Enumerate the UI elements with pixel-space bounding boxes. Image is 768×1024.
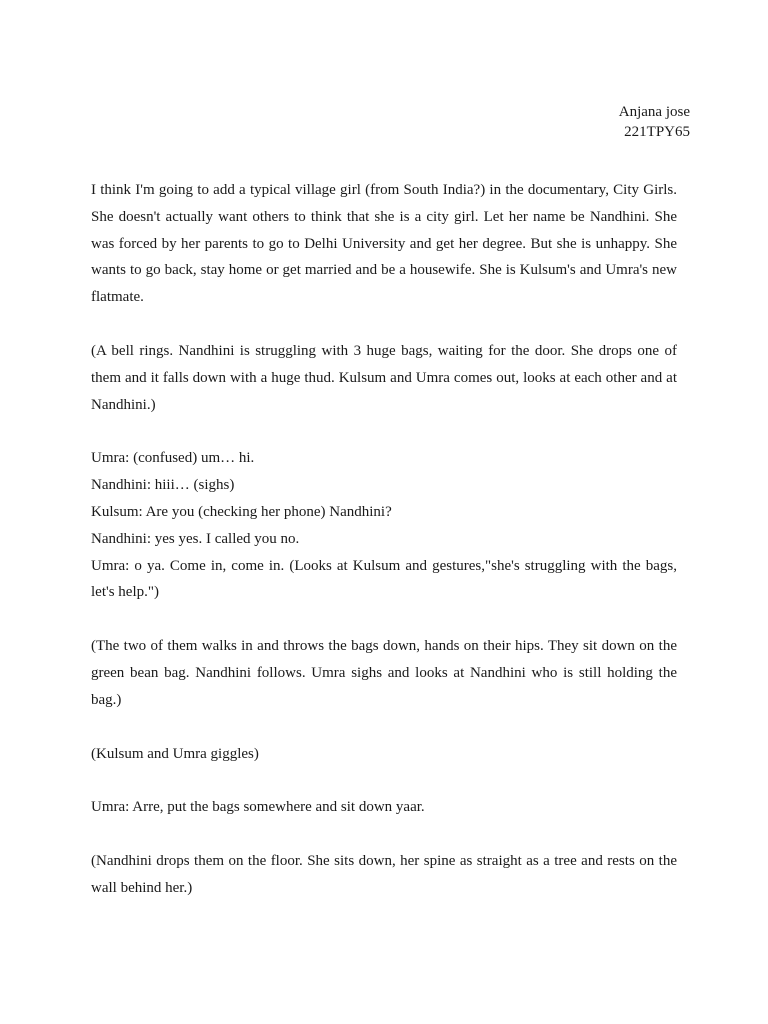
scene-direction-4: (Nandhini drops them on the floor. She sits down, her spine as straight as a tree and rests on the wall behind her.) [91, 853, 677, 896]
dialogue-line: Umra: (confused) um… hi. [91, 450, 255, 467]
author-name: Anjana jose [618, 104, 690, 120]
dialogue-line: Kulsum: Are you (checking her phone) Nandhini? [91, 503, 392, 520]
scene-direction-2: (The two of them walks in and throws the bags down, hands on their hips. They sit down on the green bean bag. Nandhini follows. Umra sighs and looks at Nandhini who is still holding the bag.) [91, 638, 677, 708]
dialogue-line: Umra: o ya. Come in, come in. (Looks at Kulsum and gestures,"she's struggling with the bags, let's help.") [91, 557, 677, 601]
dialogue-block [91, 445, 677, 606]
dialogue-line-umra: Umra: Arre, put the bags somewhere and sit down yaar. [91, 799, 425, 816]
intro-paragraph: I think I'm going to add a typical village girl (from South India?) in the documentary, City Girls. She doesn't actually want others to think that she is a city girl. Let her name be Nandhini. She was forced by her parents to go to Delhi University and get her degree. But she is unhappy. She wants to go back, stay home or get married and be a housewife. She is Kulsum's and Umra's new flatmate. [91, 182, 677, 306]
dialogue-line: Nandhini: yes yes. I called you no. [91, 530, 300, 547]
document-header [619, 102, 690, 142]
scene-direction-1: (A bell rings. Nandhini is struggling with 3 huge bags, waiting for the door. She drops one of them and it falls down with a huge thud. Kulsum and Umra comes out, looks at each other and at Nandhini.) [91, 342, 677, 413]
student-id: 221TPY65 [624, 124, 690, 140]
scene-direction-3: (Kulsum and Umra giggles) [91, 745, 259, 762]
document-body [91, 177, 677, 929]
dialogue-line: Nandhini: hiii… (sighs) [91, 477, 235, 494]
